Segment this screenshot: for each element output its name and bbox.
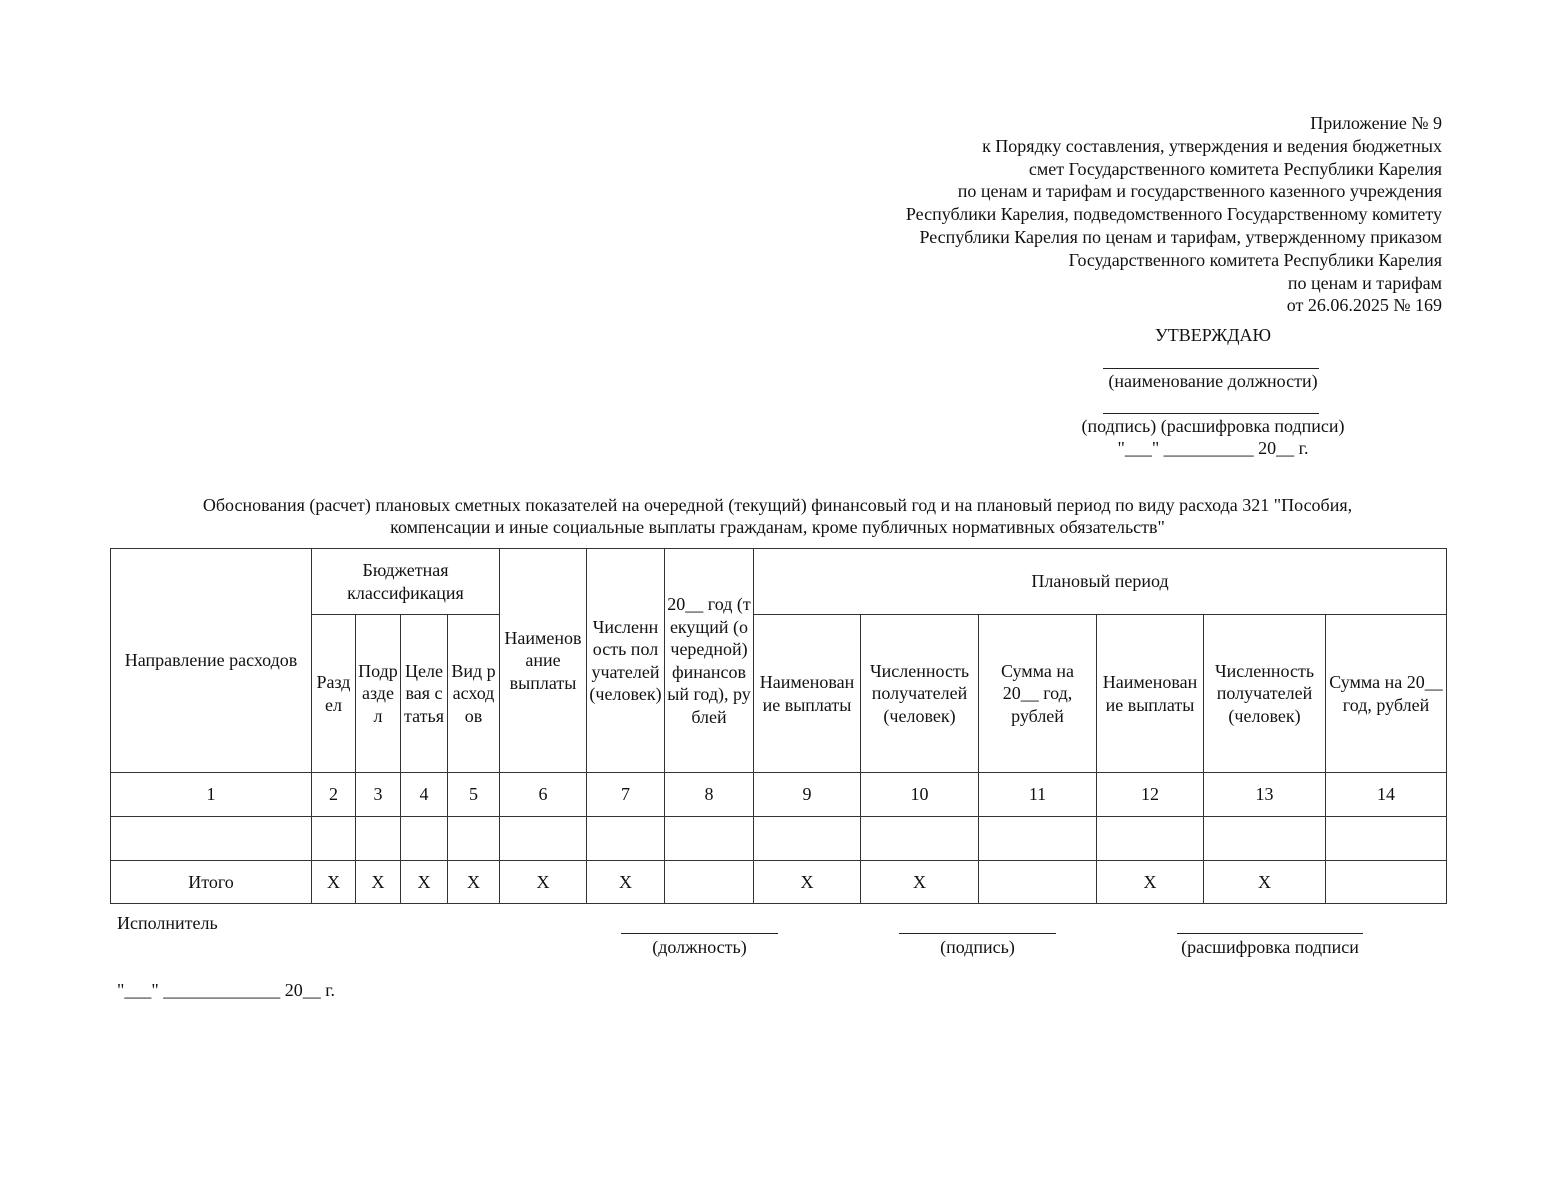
position-caption: (должность) <box>652 937 747 957</box>
appendix-line: к Порядку составления, утверждения и ведения бюджетных <box>982 135 1442 156</box>
data-cell[interactable] <box>401 817 448 861</box>
header-p2-payment-name: Наименование выплаты <box>1097 615 1204 773</box>
data-cell[interactable] <box>665 817 754 861</box>
total-cell: Х <box>500 861 587 904</box>
signature-caption: (подпись) (расшифровка подписи) <box>1081 416 1345 436</box>
header-target-article: Целевая статья <box>401 615 448 773</box>
data-cell[interactable] <box>1326 817 1447 861</box>
total-cell: Х <box>401 861 448 904</box>
col-number: 2 <box>312 773 356 817</box>
header-budget-classification: Бюджетная классификация <box>312 549 500 615</box>
executor-label: Исполнитель <box>117 913 218 933</box>
total-cell: Х <box>754 861 861 904</box>
total-cell: Х <box>1204 861 1326 904</box>
data-cell[interactable] <box>587 817 665 861</box>
col-number: 1 <box>111 773 312 817</box>
signature-line <box>1103 413 1319 414</box>
header-p2-sum: Сумма на 20__ год, рублей <box>1326 615 1447 773</box>
decode-line <box>1177 933 1363 934</box>
total-cell: Х <box>587 861 665 904</box>
data-cell[interactable] <box>500 817 587 861</box>
col-number: 9 <box>754 773 861 817</box>
header-subsection: Подраздел <box>356 615 401 773</box>
data-cell[interactable] <box>979 817 1097 861</box>
col-number: 13 <box>1204 773 1326 817</box>
total-cell: Х <box>861 861 979 904</box>
appendix-line: Приложение № 9 <box>1310 113 1442 133</box>
signature-caption: (подпись) <box>940 937 1015 957</box>
signature-line <box>899 933 1056 934</box>
data-cell[interactable] <box>356 817 401 861</box>
header-expense-type: Вид расходов <box>448 615 500 773</box>
total-row <box>111 861 1447 904</box>
col-number: 5 <box>448 773 500 817</box>
header-current-year: 20__ год (текущий (очередной) финансовый год), рублей <box>665 549 754 773</box>
document-title <box>110 494 1445 538</box>
header-plan-period: Плановый период <box>754 549 1447 615</box>
data-cell[interactable] <box>861 817 979 861</box>
appendix-line: по ценам и тарифам и государственного казенного учреждения <box>957 181 1442 202</box>
appendix-header <box>906 112 1442 317</box>
position-signature-line <box>1103 368 1319 369</box>
data-cell[interactable] <box>754 817 861 861</box>
total-label: Итого <box>111 861 312 904</box>
empty-data-row <box>111 817 1447 861</box>
col-number: 4 <box>401 773 448 817</box>
total-cell: Х <box>1097 861 1204 904</box>
appendix-line: Республики Карелия по ценам и тарифам, утвержденному приказом <box>919 226 1442 247</box>
approval-date: "___" __________ 20__ г. <box>1117 438 1309 458</box>
column-numbers-row <box>111 773 1447 817</box>
title-line-2: компенсации и иные социальные выплаты гражданам, кроме публичных нормативных обязательств" <box>390 517 1165 537</box>
data-cell[interactable] <box>111 817 312 861</box>
col-number: 11 <box>979 773 1097 817</box>
header-section: Раздел <box>312 615 356 773</box>
header-recipients: Численность получателей (человек) <box>587 549 665 773</box>
col-number: 10 <box>861 773 979 817</box>
title-line-1: Обоснования (расчет) плановых сметных показателей на очередной (текущий) финансовый год и на плановый период по виду расхода 321 "Пособия, <box>202 495 1353 515</box>
position-caption: (наименование должности) <box>1108 371 1318 391</box>
col-number: 3 <box>356 773 401 817</box>
decode-caption: (расшифровка подписи <box>1181 937 1359 957</box>
total-cell[interactable] <box>1326 861 1447 904</box>
header-direction: Направление расходов <box>111 549 312 773</box>
total-cell: Х <box>356 861 401 904</box>
total-cell[interactable] <box>665 861 754 904</box>
header-p1-payment-name: Наименование выплаты <box>754 615 861 773</box>
appendix-line: смет Государственного комитета Республики Карелия <box>1028 158 1442 179</box>
data-cell[interactable] <box>1097 817 1204 861</box>
col-number: 7 <box>587 773 665 817</box>
col-number: 6 <box>500 773 587 817</box>
footer-date: "___" _____________ 20__ г. <box>117 980 336 1000</box>
header-p2-recipients: Численность получателей (человек) <box>1204 615 1326 773</box>
header-payment-name: Наименование выплаты <box>500 549 587 773</box>
header-p1-sum: Сумма на 20__ год, рублей <box>979 615 1097 773</box>
total-cell[interactable] <box>979 861 1097 904</box>
total-cell: Х <box>448 861 500 904</box>
approval-heading: УТВЕРЖДАЮ <box>1154 325 1272 345</box>
appendix-line: по ценам и тарифам <box>1287 272 1442 293</box>
col-number: 14 <box>1326 773 1447 817</box>
appendix-line: Республики Карелия, подведомственного Государственному комитету <box>905 204 1442 225</box>
estimate-table <box>110 548 1447 904</box>
data-cell[interactable] <box>448 817 500 861</box>
col-number: 12 <box>1097 773 1204 817</box>
data-cell[interactable] <box>312 817 356 861</box>
col-number: 8 <box>665 773 754 817</box>
position-line <box>621 933 778 934</box>
data-cell[interactable] <box>1204 817 1326 861</box>
header-p1-recipients: Численность получателей (человек) <box>861 615 979 773</box>
total-cell: Х <box>312 861 356 904</box>
appendix-line: Государственного комитета Республики Карелия <box>1068 249 1442 270</box>
appendix-line: от 26.06.2025 № 169 <box>1286 295 1442 316</box>
